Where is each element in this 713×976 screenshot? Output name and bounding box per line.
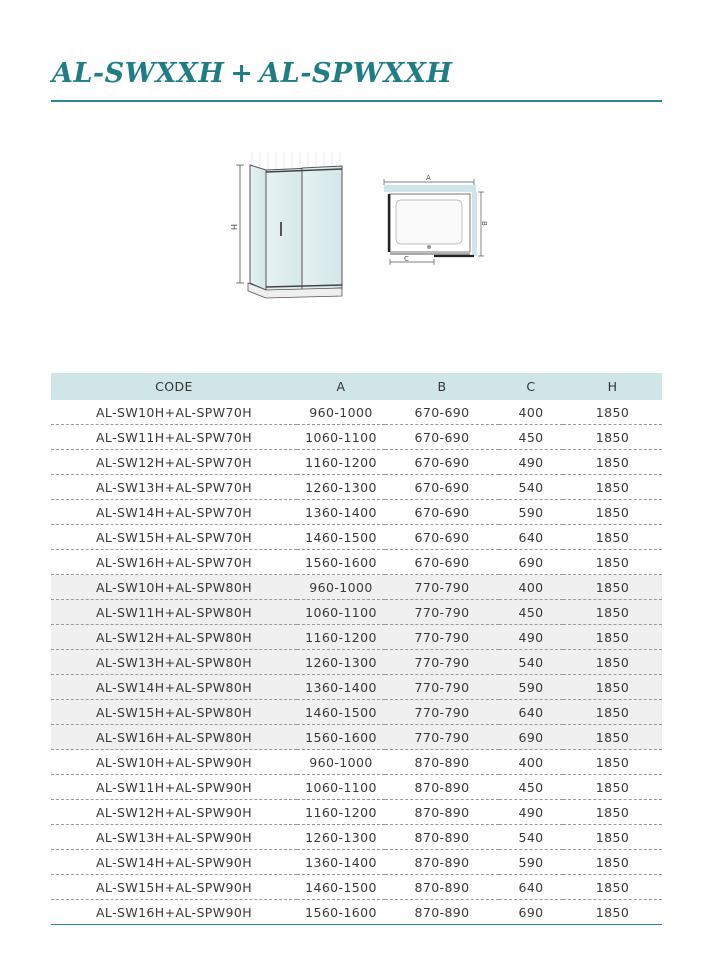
cell-c: 400 <box>499 575 563 600</box>
cell-code: AL-SW10H+AL-SPW80H <box>51 575 297 600</box>
cell-h: 1850 <box>563 575 662 600</box>
cell-b: 670-690 <box>385 550 499 575</box>
cell-a: 1360-1400 <box>297 500 385 525</box>
cell-h: 1850 <box>563 450 662 475</box>
cell-a: 1160-1200 <box>297 800 385 825</box>
cell-b: 670-690 <box>385 525 499 550</box>
cell-c: 490 <box>499 450 563 475</box>
cell-a: 960-1000 <box>297 400 385 425</box>
cell-h: 1850 <box>563 675 662 700</box>
cell-h: 1850 <box>563 775 662 800</box>
height-label: H <box>229 224 238 231</box>
title-divider <box>51 100 662 102</box>
cell-h: 1850 <box>563 900 662 925</box>
cell-code: AL-SW16H+AL-SPW70H <box>51 550 297 575</box>
plan-view-illustration <box>378 172 490 268</box>
cell-c: 450 <box>499 425 563 450</box>
cell-c: 400 <box>499 400 563 425</box>
cell-code: AL-SW15H+AL-SPW80H <box>51 700 297 725</box>
cell-a: 960-1000 <box>297 750 385 775</box>
cell-b: 670-690 <box>385 425 499 450</box>
cell-b: 670-690 <box>385 450 499 475</box>
cell-b: 770-790 <box>385 650 499 675</box>
cell-a: 1060-1100 <box>297 600 385 625</box>
cell-h: 1850 <box>563 425 662 450</box>
cell-a: 1460-1500 <box>297 525 385 550</box>
cell-a: 1460-1500 <box>297 700 385 725</box>
cell-a: 1360-1400 <box>297 850 385 875</box>
cell-c: 640 <box>499 525 563 550</box>
table-row <box>51 400 662 425</box>
table-row <box>51 575 662 600</box>
cell-b: 670-690 <box>385 400 499 425</box>
cell-a: 1360-1400 <box>297 675 385 700</box>
cell-code: AL-SW15H+AL-SPW90H <box>51 875 297 900</box>
cell-b: 870-890 <box>385 850 499 875</box>
cell-code: AL-SW13H+AL-SPW80H <box>51 650 297 675</box>
table-row <box>51 850 662 875</box>
cell-b: 870-890 <box>385 825 499 850</box>
cell-h: 1850 <box>563 725 662 750</box>
cell-a: 1160-1200 <box>297 625 385 650</box>
table-row <box>51 450 662 475</box>
cell-b: 770-790 <box>385 700 499 725</box>
cell-b: 870-890 <box>385 750 499 775</box>
cell-a: 1260-1300 <box>297 475 385 500</box>
cell-code: AL-SW11H+AL-SPW70H <box>51 425 297 450</box>
cell-a: 1560-1600 <box>297 725 385 750</box>
cell-h: 1850 <box>563 475 662 500</box>
column-header-code: CODE <box>51 373 297 400</box>
cell-h: 1850 <box>563 600 662 625</box>
table-row <box>51 800 662 825</box>
column-header-a: A <box>297 373 385 400</box>
table-row <box>51 500 662 525</box>
cell-c: 400 <box>499 750 563 775</box>
cell-c: 640 <box>499 875 563 900</box>
enclosure-illustration <box>220 150 360 300</box>
cell-c: 690 <box>499 900 563 925</box>
dimension-b-label: B <box>480 221 488 226</box>
table-row <box>51 775 662 800</box>
cell-a: 1160-1200 <box>297 450 385 475</box>
cell-h: 1850 <box>563 500 662 525</box>
table-row <box>51 525 662 550</box>
cell-h: 1850 <box>563 875 662 900</box>
column-header-b: B <box>385 373 499 400</box>
cell-h: 1850 <box>563 850 662 875</box>
cell-code: AL-SW14H+AL-SPW80H <box>51 675 297 700</box>
cell-code: AL-SW10H+AL-SPW90H <box>51 750 297 775</box>
cell-b: 770-790 <box>385 575 499 600</box>
cell-b: 870-890 <box>385 900 499 925</box>
cell-a: 1060-1100 <box>297 425 385 450</box>
table-row <box>51 825 662 850</box>
cell-code: AL-SW11H+AL-SPW90H <box>51 775 297 800</box>
cell-code: AL-SW13H+AL-SPW90H <box>51 825 297 850</box>
cell-code: AL-SW12H+AL-SPW90H <box>51 800 297 825</box>
cell-b: 870-890 <box>385 800 499 825</box>
cell-h: 1850 <box>563 650 662 675</box>
cell-c: 590 <box>499 500 563 525</box>
table-row <box>51 900 662 925</box>
page-title: AL-SWXXH + AL-SPWXXH <box>52 58 453 89</box>
table-row <box>51 425 662 450</box>
cell-a: 1460-1500 <box>297 875 385 900</box>
cell-a: 1260-1300 <box>297 650 385 675</box>
dimensions-table <box>51 373 662 925</box>
cell-c: 540 <box>499 475 563 500</box>
cell-h: 1850 <box>563 750 662 775</box>
column-header-h: H <box>563 373 662 400</box>
table-row <box>51 650 662 675</box>
cell-h: 1850 <box>563 700 662 725</box>
table-row <box>51 550 662 575</box>
table-header-row <box>51 373 662 400</box>
table-row <box>51 600 662 625</box>
cell-code: AL-SW14H+AL-SPW90H <box>51 850 297 875</box>
cell-b: 870-890 <box>385 875 499 900</box>
cell-code: AL-SW13H+AL-SPW70H <box>51 475 297 500</box>
cell-a: 960-1000 <box>297 575 385 600</box>
cell-code: AL-SW15H+AL-SPW70H <box>51 525 297 550</box>
cell-h: 1850 <box>563 525 662 550</box>
cell-code: AL-SW14H+AL-SPW70H <box>51 500 297 525</box>
cell-c: 590 <box>499 675 563 700</box>
cell-code: AL-SW12H+AL-SPW80H <box>51 625 297 650</box>
cell-b: 770-790 <box>385 625 499 650</box>
cell-b: 770-790 <box>385 725 499 750</box>
cell-a: 1560-1600 <box>297 550 385 575</box>
cell-c: 690 <box>499 725 563 750</box>
table-row <box>51 675 662 700</box>
cell-c: 450 <box>499 775 563 800</box>
table-row <box>51 700 662 725</box>
cell-a: 1260-1300 <box>297 825 385 850</box>
cell-h: 1850 <box>563 625 662 650</box>
cell-code: AL-SW16H+AL-SPW90H <box>51 900 297 925</box>
cell-h: 1850 <box>563 400 662 425</box>
cell-h: 1850 <box>563 800 662 825</box>
cell-c: 450 <box>499 600 563 625</box>
cell-b: 670-690 <box>385 500 499 525</box>
cell-h: 1850 <box>563 550 662 575</box>
cell-h: 1850 <box>563 825 662 850</box>
dimension-a-label: A <box>426 174 431 182</box>
cell-b: 770-790 <box>385 675 499 700</box>
cell-b: 870-890 <box>385 775 499 800</box>
table-row <box>51 625 662 650</box>
dimension-c-label: C <box>404 255 409 263</box>
cell-a: 1560-1600 <box>297 900 385 925</box>
cell-code: AL-SW10H+AL-SPW70H <box>51 400 297 425</box>
table-row <box>51 475 662 500</box>
cell-c: 540 <box>499 825 563 850</box>
table-row <box>51 750 662 775</box>
table-row <box>51 875 662 900</box>
cell-c: 490 <box>499 625 563 650</box>
cell-c: 690 <box>499 550 563 575</box>
table-row <box>51 725 662 750</box>
cell-c: 590 <box>499 850 563 875</box>
cell-code: AL-SW12H+AL-SPW70H <box>51 450 297 475</box>
cell-c: 490 <box>499 800 563 825</box>
cell-b: 670-690 <box>385 475 499 500</box>
cell-code: AL-SW16H+AL-SPW80H <box>51 725 297 750</box>
cell-c: 540 <box>499 650 563 675</box>
cell-a: 1060-1100 <box>297 775 385 800</box>
cell-c: 640 <box>499 700 563 725</box>
column-header-c: C <box>499 373 563 400</box>
cell-code: AL-SW11H+AL-SPW80H <box>51 600 297 625</box>
cell-b: 770-790 <box>385 600 499 625</box>
